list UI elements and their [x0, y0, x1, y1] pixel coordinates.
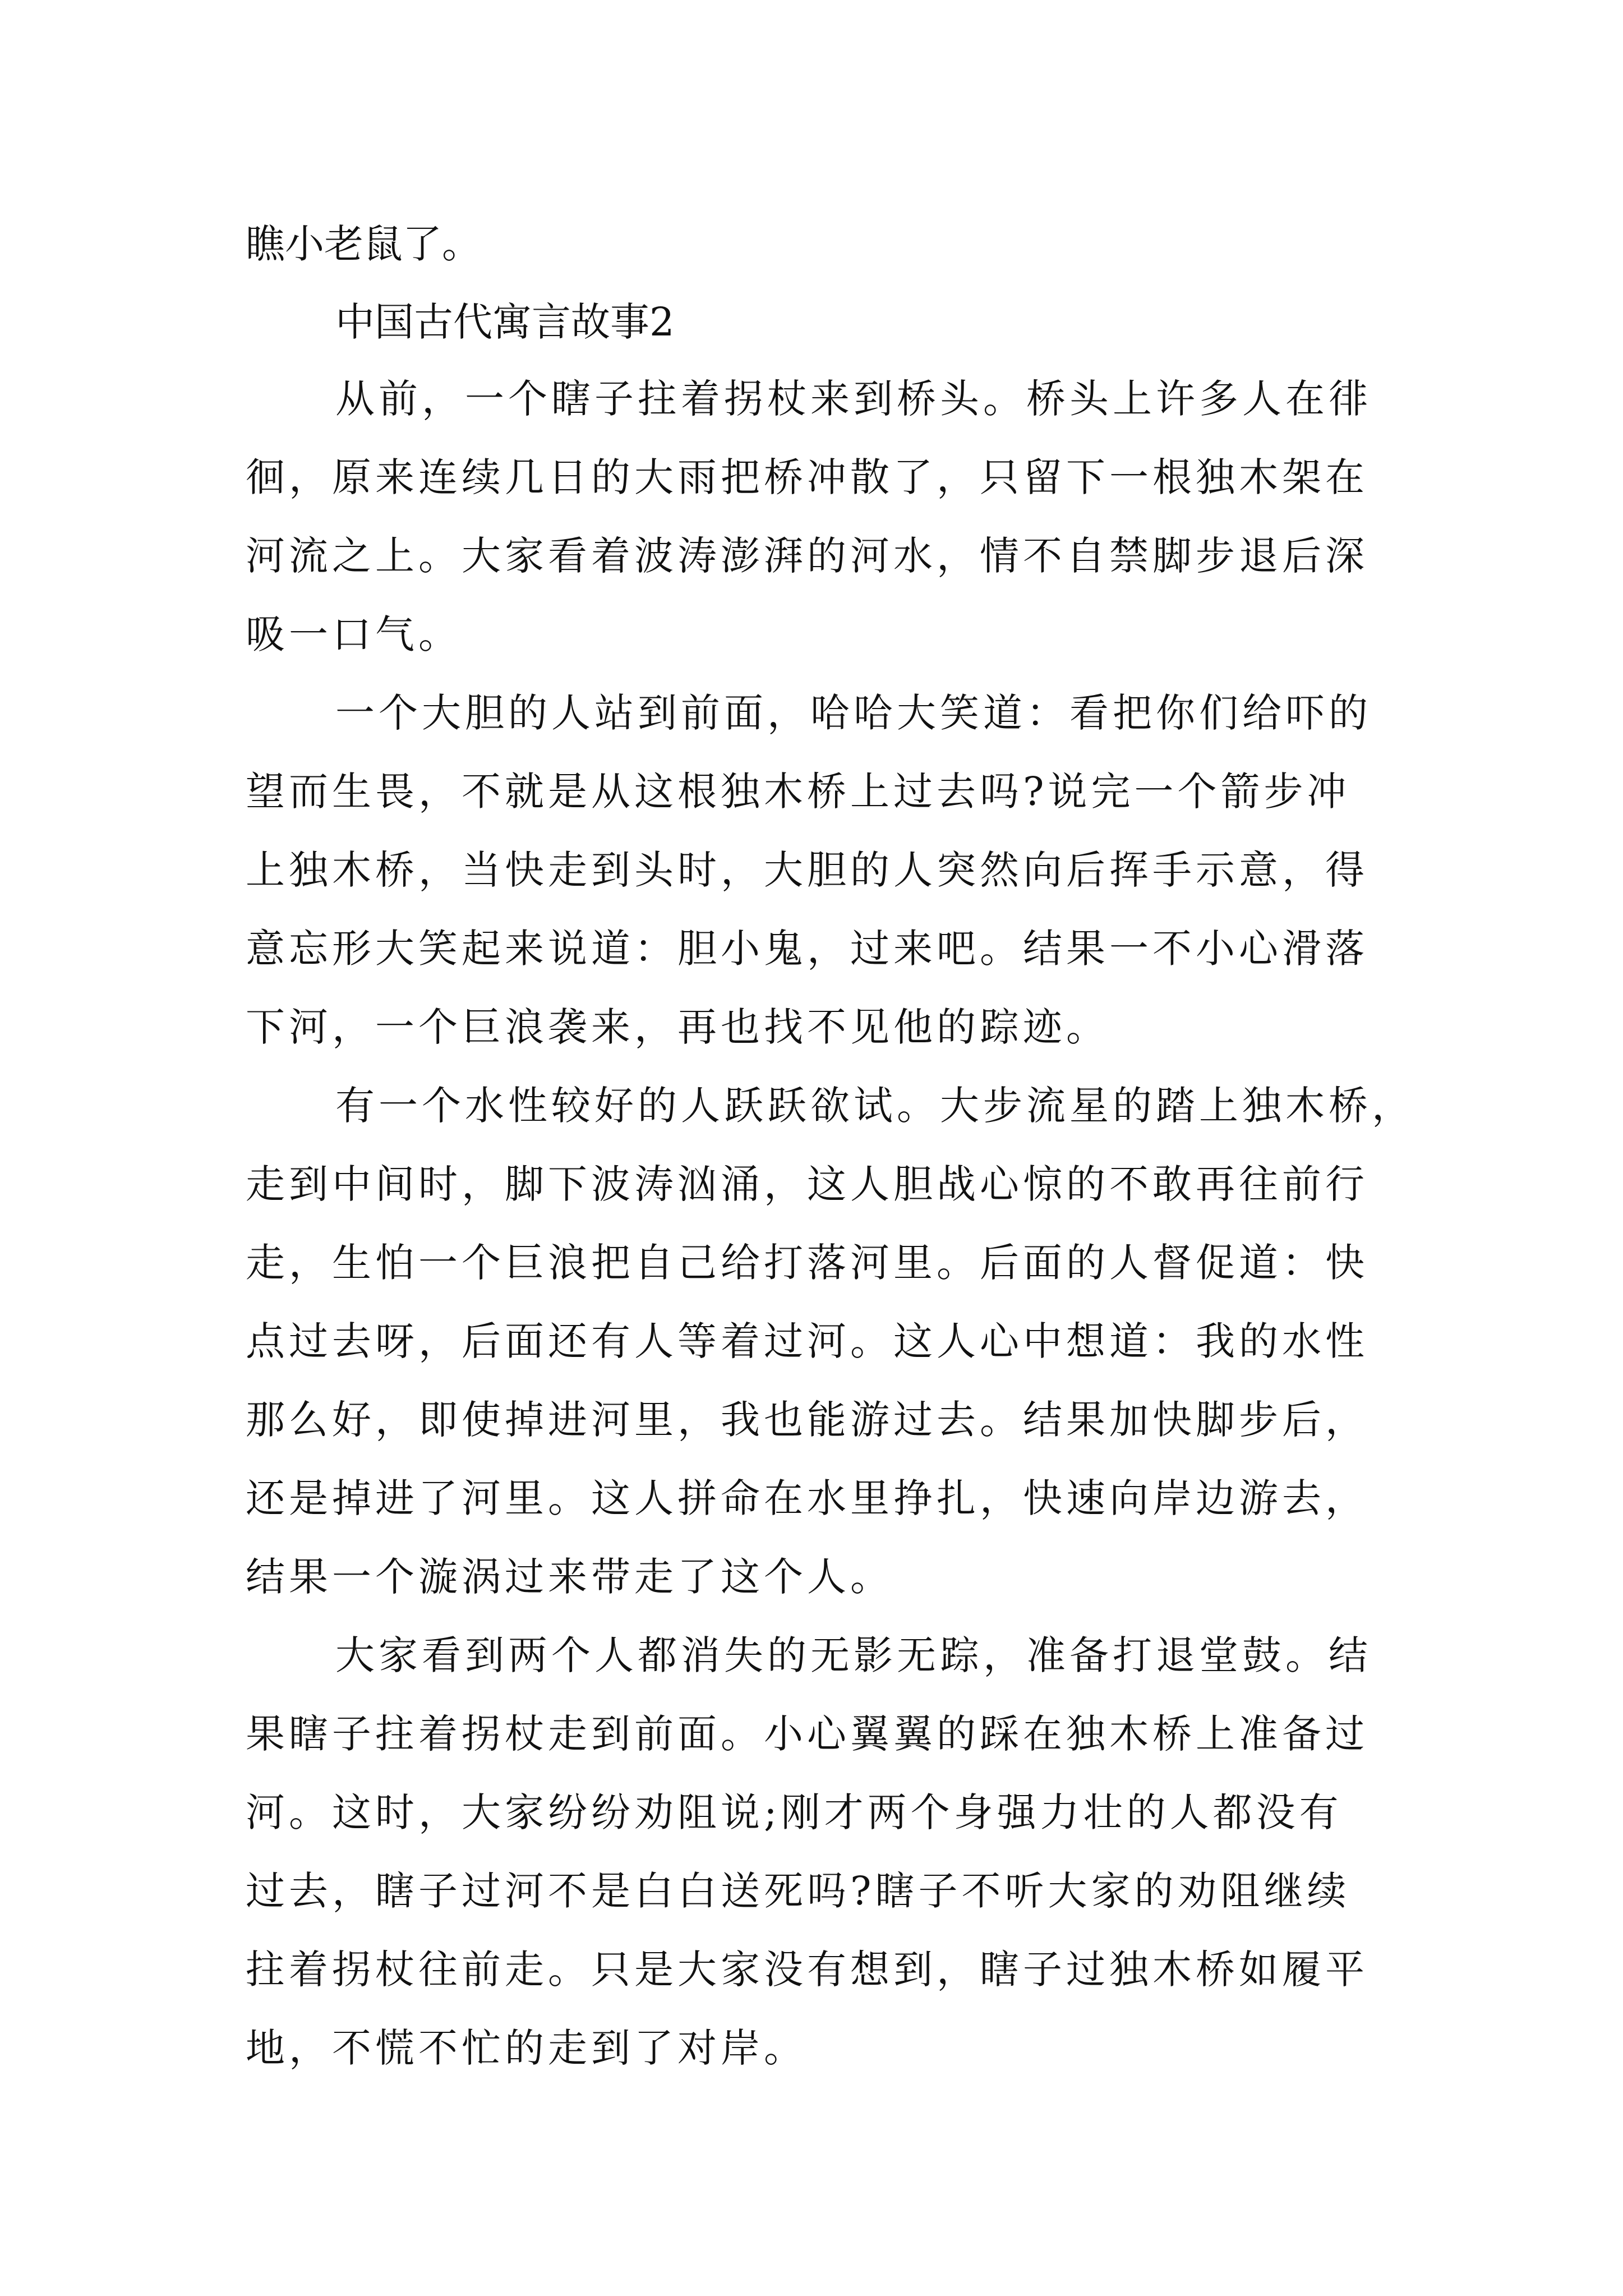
text-line: 望而生畏，不就是从这根独木桥上过去吗?说完一个箭步冲 [246, 769, 1350, 815]
text-line: 瞧小老鼠了。 [246, 221, 481, 267]
text-line: 走到中间时，脚下波涛汹涌，这人胆战心惊的不敢再往前行 [246, 1161, 1368, 1207]
text-line: 从前，一个瞎子拄着拐杖来到桥头。桥头上许多人在徘 [335, 376, 1372, 422]
text-line: 吸一口气。 [246, 611, 462, 657]
text-line: 果瞎子拄着拐杖走到前面。小心翼翼的踩在独木桥上准备过 [246, 1711, 1368, 1757]
story-heading: 中国古代寓言故事2 [335, 299, 675, 345]
text-line: 徊，原来连续几日的大雨把桥冲散了，只留下一根独木架在 [246, 454, 1368, 500]
text-line: 有一个水性较好的人跃跃欲试。大步流星的踏上独木桥， [335, 1083, 1415, 1129]
text-line: 过去，瞎子过河不是白白送死吗?瞎子不听大家的劝阻继续 [246, 1868, 1350, 1914]
text-line: 一个大胆的人站到前面，哈哈大笑道：看把你们给吓的 [335, 690, 1372, 736]
text-line: 地，不慌不忙的走到了对岸。 [246, 2025, 807, 2071]
text-line: 下河，一个巨浪袭来，再也找不见他的踪迹。 [246, 1004, 1109, 1050]
text-line: 结果一个漩涡过来带走了这个人。 [246, 1554, 893, 1600]
text-line: 上独木桥，当快走到头时，大胆的人突然向后挥手示意，得 [246, 847, 1368, 893]
text-line: 点过去呀，后面还有人等着过河。这人心中想道：我的水性 [246, 1318, 1368, 1364]
text-line: 意忘形大笑起来说道：胆小鬼，过来吧。结果一不小心滑落 [246, 926, 1368, 972]
text-line: 大家看到两个人都消失的无影无踪，准备打退堂鼓。结 [335, 1632, 1372, 1678]
text-line: 河。这时，大家纷纷劝阻说;刚才两个身强力壮的人都没有 [246, 1789, 1343, 1835]
text-line: 走，生怕一个巨浪把自己给打落河里。后面的人督促道：快 [246, 1240, 1368, 1286]
text-line: 拄着拐杖往前走。只是大家没有想到，瞎子过独木桥如履平 [246, 1947, 1368, 1993]
text-line: 那么好，即使掉进河里，我也能游过去。结果加快脚步后， [246, 1397, 1368, 1443]
text-line: 河流之上。大家看着波涛澎湃的河水，情不自禁脚步退后深 [246, 533, 1368, 579]
text-line: 还是掉进了河里。这人拼命在水里挣扎，快速向岸边游去， [246, 1475, 1368, 1521]
